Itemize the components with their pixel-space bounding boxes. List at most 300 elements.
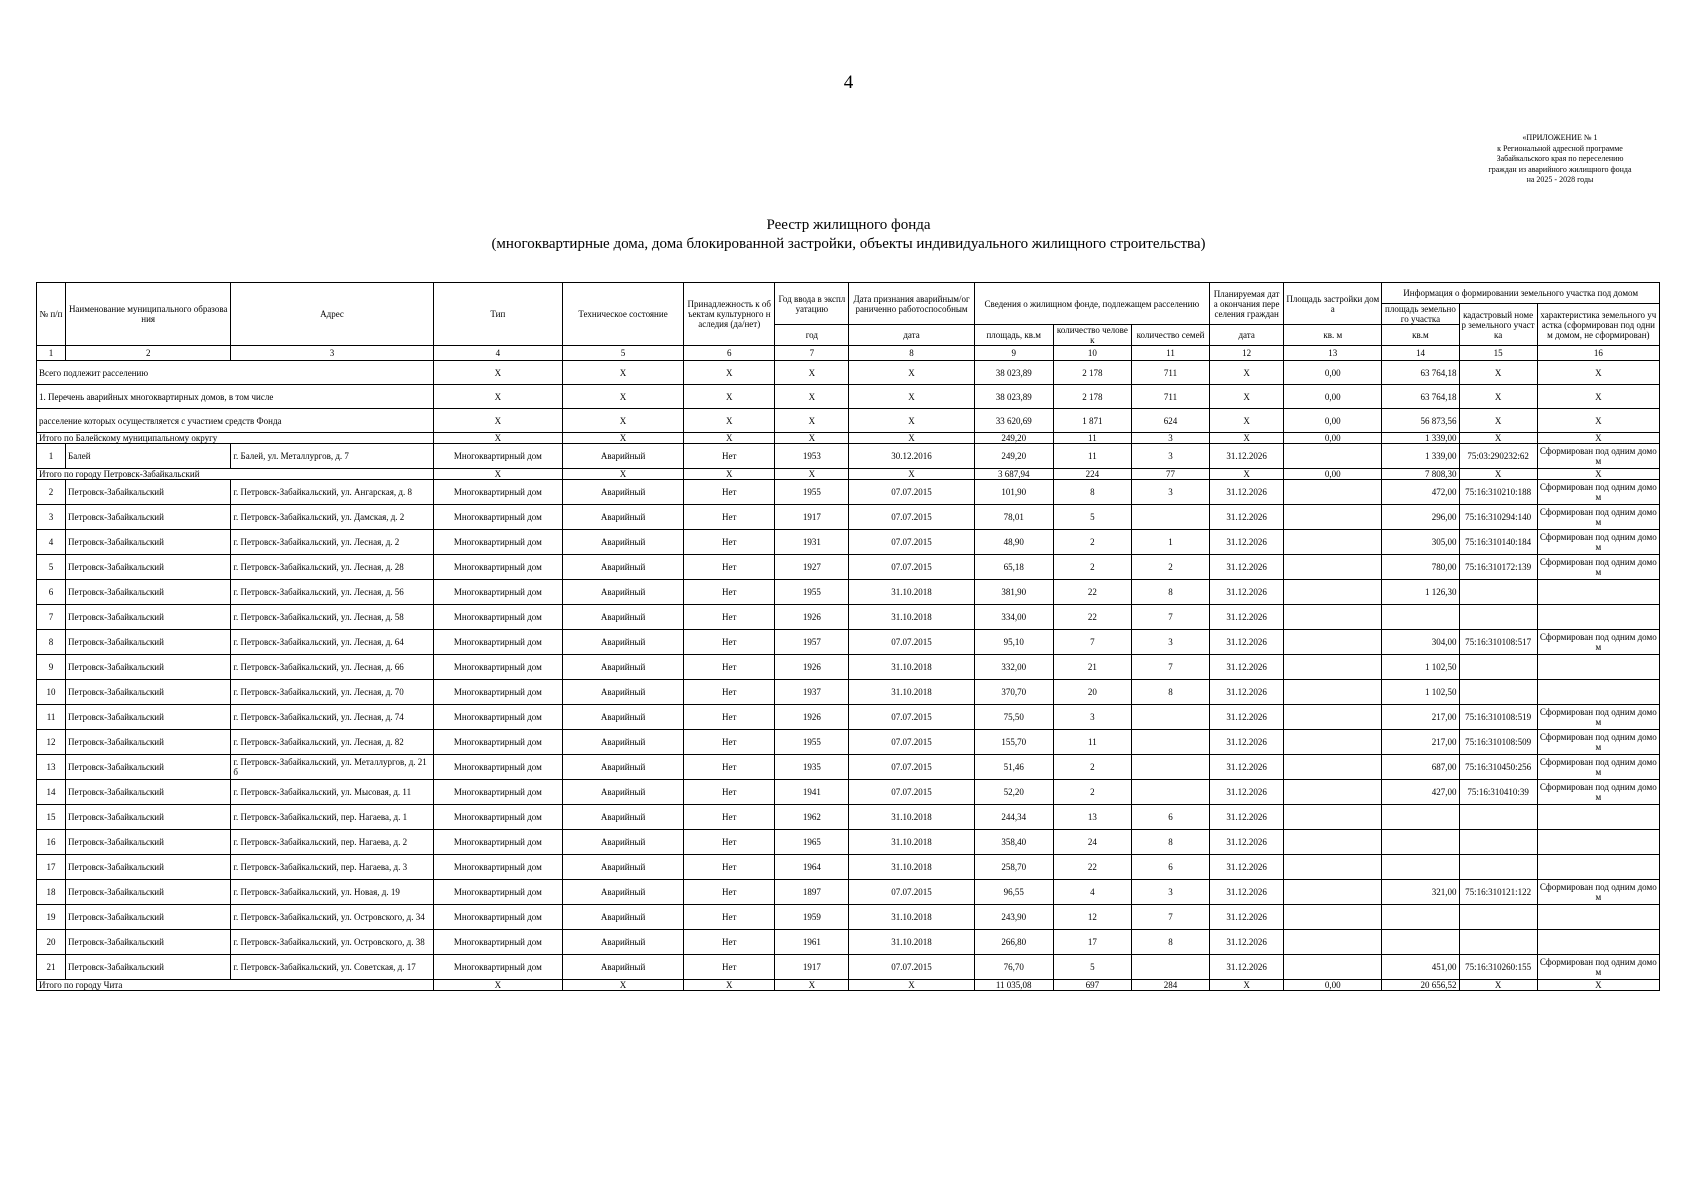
row-building-area <box>1284 655 1382 680</box>
row-date: 31.10.2018 <box>849 930 974 955</box>
row-type: Многоквартирный дом <box>433 930 562 955</box>
row-land-char: Сформирован под одним домом <box>1537 480 1659 505</box>
row-type: Многоквартирный дом <box>433 580 562 605</box>
summary-cell-barea: 0,00 <box>1284 361 1382 385</box>
row-type: Многоквартирный дом <box>433 605 562 630</box>
summary-label: Итого по Балейскому муниципальному округу <box>37 433 434 444</box>
row-municipality: Петровск-Забайкальский <box>66 955 231 980</box>
row-date: 07.07.2015 <box>849 880 974 905</box>
row-families: 3 <box>1131 444 1209 469</box>
summary-cell-heritage: X <box>684 385 775 409</box>
row-year: 1931 <box>775 530 849 555</box>
row-land-area <box>1382 855 1459 880</box>
row-address: г. Петровск-Забайкальский, ул. Островского, д. 38 <box>231 930 433 955</box>
row-land-area <box>1382 805 1459 830</box>
unit-area: площадь, кв.м <box>974 325 1053 346</box>
row-cadastral <box>1459 605 1537 630</box>
row-municipality: Петровск-Забайкальский <box>66 630 231 655</box>
row-cadastral: 75:16:310140:184 <box>1459 530 1537 555</box>
row-number: 1 <box>37 444 66 469</box>
row-heritage: Нет <box>684 444 775 469</box>
row-families: 3 <box>1131 630 1209 655</box>
row-address: г. Петровск-Забайкальский, ул. Лесная, д. 70 <box>231 680 433 705</box>
row-land-char: Сформирован под одним домом <box>1537 705 1659 730</box>
row-building-area <box>1284 680 1382 705</box>
row-heritage: Нет <box>684 655 775 680</box>
summary-cell-area: 11 035,08 <box>974 980 1053 991</box>
row-number: 9 <box>37 655 66 680</box>
row-municipality: Петровск-Забайкальский <box>66 655 231 680</box>
row-condition: Аварийный <box>562 705 683 730</box>
row-planned-date: 31.12.2026 <box>1210 630 1284 655</box>
row-area: 370,70 <box>974 680 1053 705</box>
page-number: 4 <box>843 72 854 93</box>
summary-cell-pdate: X <box>1210 469 1284 480</box>
summary-cell-year: X <box>775 980 849 991</box>
row-area: 96,55 <box>974 880 1053 905</box>
row-address: г. Петровск-Забайкальский, ул. Лесная, д. 2 <box>231 530 433 555</box>
row-condition: Аварийный <box>562 905 683 930</box>
row-families: 7 <box>1131 655 1209 680</box>
summary-cell-heritage: X <box>684 980 775 991</box>
row-planned-date: 31.12.2026 <box>1210 755 1284 780</box>
row-planned-date: 31.12.2026 <box>1210 680 1284 705</box>
row-families: 8 <box>1131 930 1209 955</box>
row-area: 76,70 <box>974 955 1053 980</box>
row-address: г. Петровск-Забайкальский, ул. Дамская, д. 2 <box>231 505 433 530</box>
column-number: 14 <box>1382 346 1459 361</box>
row-number: 5 <box>37 555 66 580</box>
summary-cell-people: 2 178 <box>1053 361 1131 385</box>
appendix-line: к Региональной адресной программе <box>1497 143 1623 153</box>
row-families <box>1131 755 1209 780</box>
row-address: г. Петровск-Забайкальский, ул. Островского, д. 34 <box>231 905 433 930</box>
row-planned-date: 31.12.2026 <box>1210 880 1284 905</box>
table-row <box>37 655 1660 680</box>
row-condition: Аварийный <box>562 830 683 855</box>
row-people: 8 <box>1053 480 1131 505</box>
row-condition: Аварийный <box>562 505 683 530</box>
column-number-row <box>37 346 1660 361</box>
column-number: 2 <box>66 346 231 361</box>
row-address: г. Петровск-Забайкальский, ул. Лесная, д. 56 <box>231 580 433 605</box>
row-building-area <box>1284 905 1382 930</box>
row-address: г. Петровск-Забайкальский, ул. Лесная, д. 74 <box>231 705 433 730</box>
row-date: 31.10.2018 <box>849 580 974 605</box>
row-address: г. Петровск-Забайкальский, ул. Металлургов, д. 21б <box>231 755 433 780</box>
row-year: 1926 <box>775 605 849 630</box>
row-date: 31.10.2018 <box>849 905 974 930</box>
row-condition: Аварийный <box>562 730 683 755</box>
header-housing-info: Сведения о жилищном фонде, подлежащем расселению <box>974 283 1209 325</box>
summary-cell-larea: 63 764,18 <box>1382 361 1459 385</box>
row-planned-date: 31.12.2026 <box>1210 444 1284 469</box>
row-cadastral <box>1459 855 1537 880</box>
row-families: 7 <box>1131 905 1209 930</box>
row-land-char <box>1537 830 1659 855</box>
row-land-area: 1 102,50 <box>1382 655 1459 680</box>
row-number: 12 <box>37 730 66 755</box>
summary-cell-larea: 7 808,30 <box>1382 469 1459 480</box>
summary-cell-condition: X <box>562 385 683 409</box>
row-number: 19 <box>37 905 66 930</box>
row-building-area <box>1284 855 1382 880</box>
row-cadastral <box>1459 830 1537 855</box>
row-heritage: Нет <box>684 780 775 805</box>
summary-cell-heritage: X <box>684 409 775 433</box>
row-cadastral <box>1459 805 1537 830</box>
row-land-area: 687,00 <box>1382 755 1459 780</box>
row-municipality: Петровск-Забайкальский <box>66 805 231 830</box>
row-people: 11 <box>1053 444 1131 469</box>
row-heritage: Нет <box>684 955 775 980</box>
row-land-char <box>1537 605 1659 630</box>
summary-cell-year: X <box>775 433 849 444</box>
header-year: Год ввода в эксплуатацию <box>775 283 849 325</box>
row-condition: Аварийный <box>562 880 683 905</box>
row-families: 8 <box>1131 830 1209 855</box>
summary-cell-pdate: X <box>1210 433 1284 444</box>
row-area: 334,00 <box>974 605 1053 630</box>
column-number: 15 <box>1459 346 1537 361</box>
row-area: 65,18 <box>974 555 1053 580</box>
row-families: 3 <box>1131 480 1209 505</box>
column-number: 5 <box>562 346 683 361</box>
row-year: 1955 <box>775 480 849 505</box>
row-date: 07.07.2015 <box>849 630 974 655</box>
summary-cell-area: 38 023,89 <box>974 385 1053 409</box>
appendix-line: граждан из аварийного жилищного фонда <box>1488 164 1632 174</box>
column-number: 13 <box>1284 346 1382 361</box>
row-number: 3 <box>37 505 66 530</box>
row-land-area: 296,00 <box>1382 505 1459 530</box>
summary-cell-pdate: X <box>1210 361 1284 385</box>
row-number: 17 <box>37 855 66 880</box>
row-year: 1953 <box>775 444 849 469</box>
table-row <box>37 930 1660 955</box>
row-people: 2 <box>1053 555 1131 580</box>
summary-cell-type: X <box>433 409 562 433</box>
row-building-area <box>1284 705 1382 730</box>
summary-label: 1. Перечень аварийных многоквартирных домов, в том числе <box>37 385 434 409</box>
table-row <box>37 855 1660 880</box>
row-number: 18 <box>37 880 66 905</box>
row-land-char <box>1537 905 1659 930</box>
row-land-area <box>1382 605 1459 630</box>
row-cadastral: 75:16:310108:517 <box>1459 630 1537 655</box>
row-land-area: 1 339,00 <box>1382 444 1459 469</box>
row-heritage: Нет <box>684 580 775 605</box>
row-area: 258,70 <box>974 855 1053 880</box>
row-land-char: Сформирован под одним домом <box>1537 730 1659 755</box>
row-families: 6 <box>1131 855 1209 880</box>
row-cadastral <box>1459 580 1537 605</box>
row-heritage: Нет <box>684 480 775 505</box>
summary-cell-year: X <box>775 361 849 385</box>
row-people: 21 <box>1053 655 1131 680</box>
row-families: 8 <box>1131 680 1209 705</box>
row-building-area <box>1284 880 1382 905</box>
table-row <box>37 605 1660 630</box>
row-address: г. Петровск-Забайкальский, ул. Мысовая, д. 11 <box>231 780 433 805</box>
row-year: 1962 <box>775 805 849 830</box>
row-type: Многоквартирный дом <box>433 880 562 905</box>
appendix-line: «ПРИЛОЖЕНИЕ № 1 <box>1522 133 1598 142</box>
row-land-char <box>1537 805 1659 830</box>
row-date: 07.07.2015 <box>849 505 974 530</box>
row-year: 1917 <box>775 505 849 530</box>
summary-cell-families: 624 <box>1131 409 1209 433</box>
row-land-area: 1 126,30 <box>1382 580 1459 605</box>
column-number: 16 <box>1537 346 1659 361</box>
summary-cell-families: 284 <box>1131 980 1209 991</box>
summary-cell-condition: X <box>562 469 683 480</box>
row-date: 07.07.2015 <box>849 530 974 555</box>
header-date-recognized: Дата признания аварийным/ограниченно работоспособным <box>849 283 974 325</box>
row-land-area: 451,00 <box>1382 955 1459 980</box>
row-condition: Аварийный <box>562 555 683 580</box>
row-cadastral: 75:16:310210:188 <box>1459 480 1537 505</box>
row-date: 31.10.2018 <box>849 830 974 855</box>
appendix-line: Забайкальского края по переселению <box>1496 154 1624 163</box>
row-type: Многоквартирный дом <box>433 855 562 880</box>
row-cadastral <box>1459 655 1537 680</box>
row-date: 31.10.2018 <box>849 655 974 680</box>
row-families: 7 <box>1131 605 1209 630</box>
row-land-char: Сформирован под одним домом <box>1537 880 1659 905</box>
row-building-area <box>1284 505 1382 530</box>
row-cadastral: 75:16:310260:155 <box>1459 955 1537 980</box>
header-condition: Техническое состояние <box>562 283 683 346</box>
table-row <box>37 880 1660 905</box>
unit-date: дата <box>849 325 974 346</box>
row-people: 7 <box>1053 630 1131 655</box>
row-address: г. Петровск-Забайкальский, ул. Лесная, д. 66 <box>231 655 433 680</box>
subtotal-row <box>37 469 1660 480</box>
column-number: 12 <box>1210 346 1284 361</box>
summary-row <box>37 361 1660 385</box>
row-heritage: Нет <box>684 555 775 580</box>
row-type: Многоквартирный дом <box>433 530 562 555</box>
row-type: Многоквартирный дом <box>433 705 562 730</box>
appendix-line: на 2025 - 2028 годы <box>1526 175 1594 184</box>
row-date: 07.07.2015 <box>849 780 974 805</box>
row-land-char: Сформирован под одним домом <box>1537 555 1659 580</box>
row-land-area <box>1382 830 1459 855</box>
table-row <box>37 755 1660 780</box>
header-land-area: площадь земельного участка <box>1382 304 1459 325</box>
row-year: 1964 <box>775 855 849 880</box>
row-families <box>1131 955 1209 980</box>
summary-cell-cad: X <box>1459 361 1537 385</box>
table-row <box>37 530 1660 555</box>
row-condition: Аварийный <box>562 480 683 505</box>
row-date: 07.07.2015 <box>849 755 974 780</box>
row-number: 11 <box>37 705 66 730</box>
row-land-area <box>1382 930 1459 955</box>
row-planned-date: 31.12.2026 <box>1210 580 1284 605</box>
appendix-note <box>1440 133 1680 186</box>
row-cadastral <box>1459 905 1537 930</box>
summary-cell-date: X <box>849 385 974 409</box>
row-year: 1961 <box>775 930 849 955</box>
summary-cell-char: X <box>1537 980 1659 991</box>
row-land-char <box>1537 855 1659 880</box>
row-land-area: 217,00 <box>1382 705 1459 730</box>
row-land-char: Сформирован под одним домом <box>1537 780 1659 805</box>
row-land-area: 427,00 <box>1382 780 1459 805</box>
row-cadastral: 75:16:310172:139 <box>1459 555 1537 580</box>
row-address: г. Петровск-Забайкальский, ул. Лесная, д. 82 <box>231 730 433 755</box>
row-type: Многоквартирный дом <box>433 805 562 830</box>
row-people: 3 <box>1053 705 1131 730</box>
row-area: 155,70 <box>974 730 1053 755</box>
summary-cell-type: X <box>433 385 562 409</box>
column-number: 6 <box>684 346 775 361</box>
summary-label: Всего подлежит расселению <box>37 361 434 385</box>
row-date: 07.07.2015 <box>849 555 974 580</box>
summary-cell-char: X <box>1537 469 1659 480</box>
row-land-char: Сформирован под одним домом <box>1537 530 1659 555</box>
table-row <box>37 630 1660 655</box>
row-people: 22 <box>1053 605 1131 630</box>
row-land-area: 1 102,50 <box>1382 680 1459 705</box>
row-land-area: 305,00 <box>1382 530 1459 555</box>
row-families: 2 <box>1131 555 1209 580</box>
row-municipality: Петровск-Забайкальский <box>66 880 231 905</box>
header-num: № п/п <box>37 283 66 346</box>
summary-cell-people: 697 <box>1053 980 1131 991</box>
summary-cell-condition: X <box>562 433 683 444</box>
summary-cell-cad: X <box>1459 433 1537 444</box>
row-land-area: 780,00 <box>1382 555 1459 580</box>
row-condition: Аварийный <box>562 755 683 780</box>
summary-cell-type: X <box>433 433 562 444</box>
row-municipality: Петровск-Забайкальский <box>66 780 231 805</box>
row-condition: Аварийный <box>562 955 683 980</box>
header-planned-date: Планируемая дата окончания переселения граждан <box>1210 283 1284 325</box>
unit-sqm: кв. м <box>1284 325 1382 346</box>
header-cadastral: кадастровый номер земельного участка <box>1459 304 1537 346</box>
row-year: 1959 <box>775 905 849 930</box>
summary-cell-pdate: X <box>1210 409 1284 433</box>
row-heritage: Нет <box>684 855 775 880</box>
row-condition: Аварийный <box>562 580 683 605</box>
row-people: 12 <box>1053 905 1131 930</box>
table-row <box>37 780 1660 805</box>
unit-planned-date: дата <box>1210 325 1284 346</box>
row-planned-date: 31.12.2026 <box>1210 955 1284 980</box>
row-building-area <box>1284 444 1382 469</box>
row-number: 7 <box>37 605 66 630</box>
row-address: г. Петровск-Забайкальский, ул. Лесная, д. 28 <box>231 555 433 580</box>
row-area: 244,34 <box>974 805 1053 830</box>
row-address: г. Петровск-Забайкальский, ул. Ангарская, д. 8 <box>231 480 433 505</box>
row-municipality: Петровск-Забайкальский <box>66 605 231 630</box>
row-area: 95,10 <box>974 630 1053 655</box>
row-type: Многоквартирный дом <box>433 555 562 580</box>
summary-cell-larea: 1 339,00 <box>1382 433 1459 444</box>
row-cadastral: 75:16:310410:39 <box>1459 780 1537 805</box>
unit-land-sqm: кв.м <box>1382 325 1459 346</box>
row-municipality: Петровск-Забайкальский <box>66 705 231 730</box>
table-row <box>37 444 1660 469</box>
row-date: 07.07.2015 <box>849 730 974 755</box>
summary-label: расселение которых осуществляется с участием средств Фонда <box>37 409 434 433</box>
row-cadastral <box>1459 930 1537 955</box>
row-building-area <box>1284 630 1382 655</box>
row-heritage: Нет <box>684 630 775 655</box>
row-address: г. Петровск-Забайкальский, ул. Лесная, д. 58 <box>231 605 433 630</box>
row-building-area <box>1284 755 1382 780</box>
row-building-area <box>1284 530 1382 555</box>
row-municipality: Петровск-Забайкальский <box>66 505 231 530</box>
table-row <box>37 705 1660 730</box>
row-land-char: Сформирован под одним домом <box>1537 505 1659 530</box>
row-area: 358,40 <box>974 830 1053 855</box>
summary-cell-heritage: X <box>684 433 775 444</box>
row-condition: Аварийный <box>562 855 683 880</box>
summary-cell-condition: X <box>562 980 683 991</box>
housing-registry-table <box>36 282 1660 991</box>
row-land-area: 472,00 <box>1382 480 1459 505</box>
summary-cell-barea: 0,00 <box>1284 980 1382 991</box>
row-year: 1935 <box>775 755 849 780</box>
row-year: 1965 <box>775 830 849 855</box>
summary-cell-cad: X <box>1459 469 1537 480</box>
summary-label: Итого по городу Чита <box>37 980 434 991</box>
row-municipality: Петровск-Забайкальский <box>66 555 231 580</box>
row-people: 24 <box>1053 830 1131 855</box>
row-cadastral: 75:16:310108:519 <box>1459 705 1537 730</box>
row-land-char <box>1537 680 1659 705</box>
row-building-area <box>1284 780 1382 805</box>
row-families <box>1131 505 1209 530</box>
summary-cell-area: 3 687,94 <box>974 469 1053 480</box>
row-municipality: Петровск-Забайкальский <box>66 580 231 605</box>
summary-cell-char: X <box>1537 361 1659 385</box>
unit-year: год <box>775 325 849 346</box>
row-heritage: Нет <box>684 755 775 780</box>
row-number: 15 <box>37 805 66 830</box>
row-planned-date: 31.12.2026 <box>1210 555 1284 580</box>
row-date: 07.07.2015 <box>849 955 974 980</box>
row-people: 11 <box>1053 730 1131 755</box>
row-people: 4 <box>1053 880 1131 905</box>
row-cadastral: 75:16:310121:122 <box>1459 880 1537 905</box>
row-building-area <box>1284 605 1382 630</box>
summary-cell-char: X <box>1537 433 1659 444</box>
row-date: 31.10.2018 <box>849 805 974 830</box>
summary-cell-date: X <box>849 980 974 991</box>
row-year: 1927 <box>775 555 849 580</box>
row-address: г. Балей, ул. Металлургов, д. 7 <box>231 444 433 469</box>
row-area: 249,20 <box>974 444 1053 469</box>
row-building-area <box>1284 555 1382 580</box>
summary-cell-char: X <box>1537 385 1659 409</box>
row-area: 52,20 <box>974 780 1053 805</box>
subtotal-row <box>37 980 1660 991</box>
summary-cell-year: X <box>775 469 849 480</box>
row-heritage: Нет <box>684 505 775 530</box>
row-cadastral: 75:03:290232:62 <box>1459 444 1537 469</box>
summary-cell-pdate: X <box>1210 980 1284 991</box>
row-area: 243,90 <box>974 905 1053 930</box>
row-type: Многоквартирный дом <box>433 905 562 930</box>
row-condition: Аварийный <box>562 780 683 805</box>
row-planned-date: 31.12.2026 <box>1210 505 1284 530</box>
row-municipality: Петровск-Забайкальский <box>66 530 231 555</box>
